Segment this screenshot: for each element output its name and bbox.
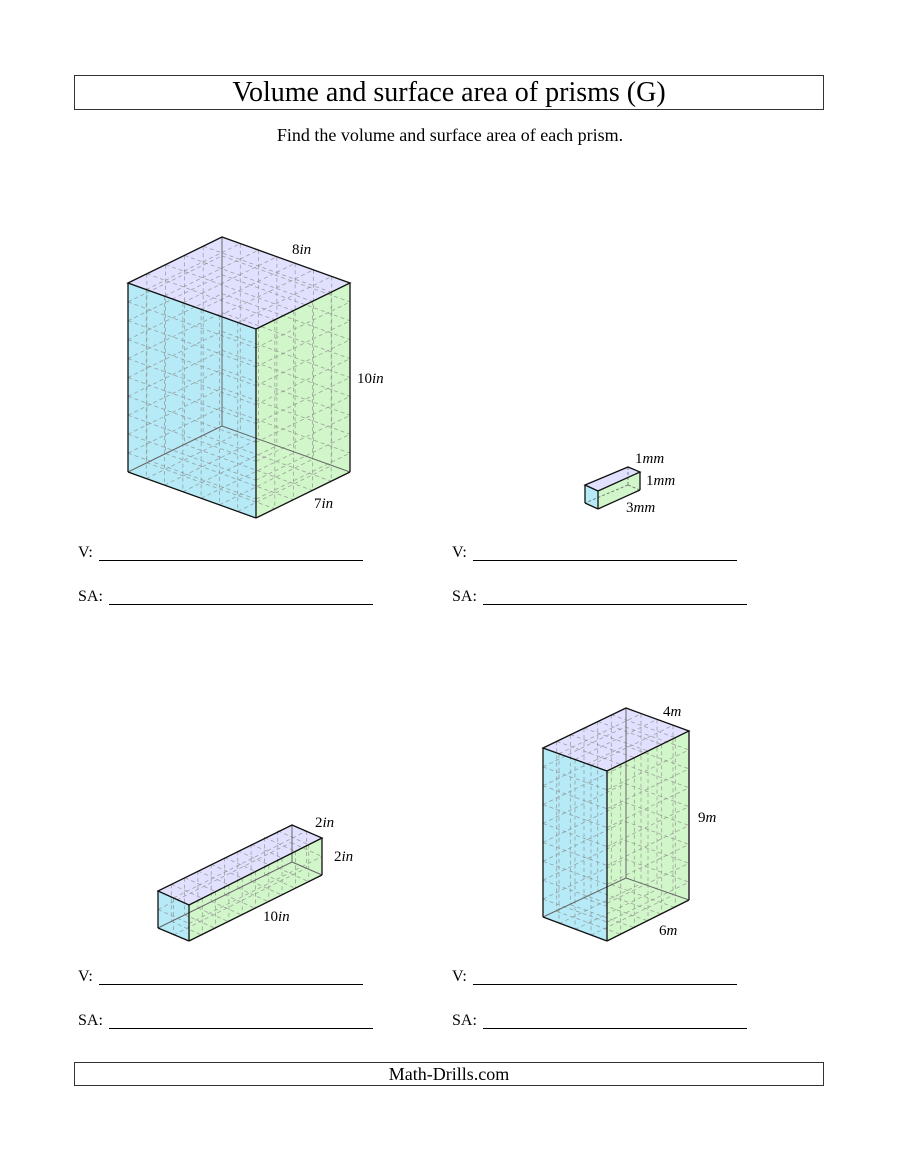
problem-3-volume-answer[interactable]	[78, 969, 363, 985]
answer-blank[interactable]	[473, 972, 737, 985]
prism-2	[585, 451, 675, 516]
footer	[74, 1062, 824, 1086]
prism-2-height-label: 1mm	[646, 473, 676, 489]
answer-blank[interactable]	[483, 1016, 747, 1029]
prism-3-width-label: 2in	[315, 815, 335, 831]
prism-2-width-label: 1mm	[635, 451, 665, 467]
prism-3	[158, 815, 353, 941]
instructions: Find the volume and surface area of each prism.	[276, 125, 624, 145]
prism-4-depth-label: 6m	[659, 923, 678, 939]
prism-1-height-label: 10in	[357, 371, 384, 387]
answer-blank[interactable]	[99, 548, 363, 561]
volume-label: V:	[78, 968, 93, 985]
volume-label: V:	[452, 968, 467, 985]
answer-blank[interactable]	[109, 592, 373, 605]
problem-3-surface-area-answer[interactable]	[78, 1013, 373, 1029]
footer-text: Math-Drills.com	[388, 1064, 510, 1084]
problem-2-volume-answer[interactable]	[452, 545, 737, 561]
prism-3-height-label: 2in	[334, 849, 354, 865]
volume-label: V:	[452, 544, 467, 561]
prism-3-depth-label: 10in	[263, 909, 290, 925]
prism-4	[543, 704, 717, 941]
problem-4-volume-answer[interactable]	[452, 969, 737, 985]
answer-blank[interactable]	[109, 1016, 373, 1029]
prism-1	[128, 237, 384, 518]
answer-blank[interactable]	[99, 972, 363, 985]
prism-4-width-label: 4m	[663, 704, 682, 720]
volume-label: V:	[78, 544, 93, 561]
answer-blank[interactable]	[473, 548, 737, 561]
problem-2-surface-area-answer[interactable]	[452, 589, 747, 605]
problem-1-surface-area-answer[interactable]	[78, 589, 373, 605]
surface-area-label: SA:	[452, 1012, 477, 1029]
surface-area-label: SA:	[78, 588, 103, 605]
surface-area-label: SA:	[452, 588, 477, 605]
prism-1-width-label: 8in	[292, 242, 312, 258]
problem-1-volume-answer[interactable]	[78, 545, 363, 561]
problem-4-surface-area-answer[interactable]	[452, 1013, 747, 1029]
prism-2-depth-label: 3mm	[626, 500, 656, 516]
answer-blank[interactable]	[483, 592, 747, 605]
prism-4-height-label: 9m	[698, 810, 717, 826]
surface-area-label: SA:	[78, 1012, 103, 1029]
worksheet-title-text: Volume and surface area of prisms (G)	[232, 77, 666, 108]
prism-1-depth-label: 7in	[314, 496, 334, 512]
